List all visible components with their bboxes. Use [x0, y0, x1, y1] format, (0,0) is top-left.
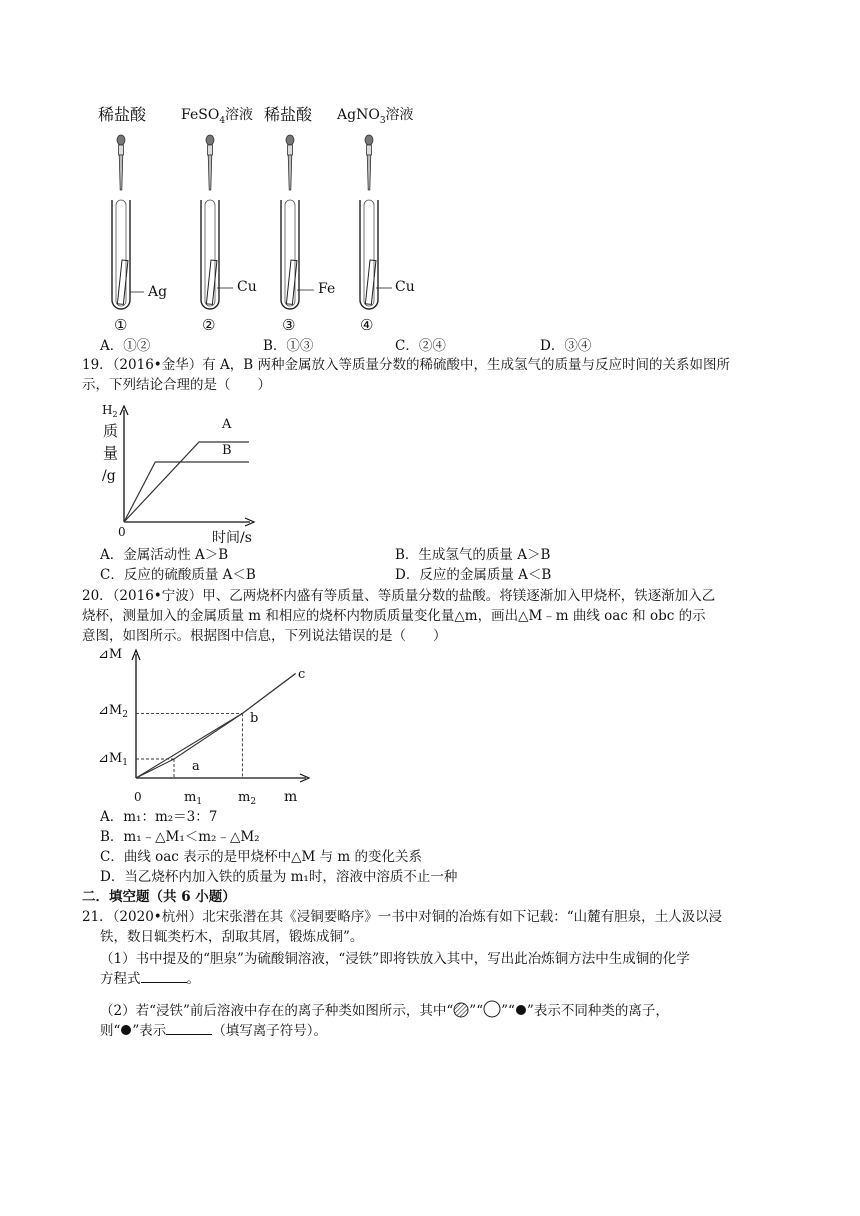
- q19-ylabel-3: /g: [102, 468, 116, 484]
- q20-x-tick-m2: $m_2$: [238, 790, 257, 806]
- q19-option-b: B．生成氢气的质量 A＞B: [395, 547, 551, 563]
- q21-part1-line1: （1）书中提及的“胆泉”为硫酸铜溶液，“浸铁”即将铁放入其中，写出此冶炼铜方法中生成铜的化学: [100, 951, 690, 967]
- tube4-dropper-icon: [365, 135, 373, 190]
- q20-series-obc-line: [136, 674, 296, 779]
- q21-part1-line2: 方程式 。: [100, 971, 200, 987]
- q20-chart-svg: [98, 644, 318, 806]
- q20-origin: 0: [134, 790, 142, 804]
- q19-series-b-label: B: [222, 443, 232, 458]
- q18-option-b: B．①③: [263, 338, 314, 354]
- q21-stem-line2: 铁，数日辄类朽木，刮取其屑，锻炼成铜”。: [100, 929, 364, 945]
- tube2-metal: Cu: [237, 279, 257, 295]
- tube4-icon: [360, 200, 378, 309]
- hollow-ion-icon: [483, 1000, 501, 1018]
- tube2-dropper-icon: [206, 135, 214, 190]
- q20-option-d: D．当乙烧杯内加入铁的质量为 m₁时，溶液中溶质不止一种: [100, 869, 458, 885]
- q20-x-tick-m1: $m_1$: [184, 790, 203, 806]
- q18-option-d: D．③④: [540, 338, 592, 354]
- tube1-reagent: 稀盐酸: [98, 105, 147, 124]
- q20-y-tick-m2: $⊿M_2$: [98, 703, 128, 720]
- q20-option-b: B．m₁﹣△M₁＜m₂﹣△M₂: [100, 829, 260, 845]
- tube1-number: ①: [114, 316, 128, 334]
- q19-option-d: D．反应的金属质量 A＜B: [395, 567, 552, 583]
- tube3-number: ③: [282, 316, 296, 334]
- tube4-number: ④: [360, 316, 374, 334]
- q20-point-b-label: b: [250, 711, 259, 726]
- tube3-reagent: 稀盐酸: [264, 105, 313, 124]
- q20-stem-line1: 20．（2016•宁波）甲、乙两烧杯内盛有等质量、等质量分数的盐酸。将镁逐渐加入甲烧杯，铁逐渐加入乙: [82, 588, 716, 604]
- q20-series-oac-line: [136, 674, 296, 779]
- q19-stem-line2: 示，下列结论合理的是（ ）: [82, 377, 271, 393]
- test-tubes-drawing: [90, 128, 430, 334]
- q19-ylabel-2: 量: [103, 444, 119, 462]
- q19-series-b-line: [124, 462, 249, 522]
- answer-blank-1[interactable]: [141, 970, 187, 983]
- q21-stem-line1: 21．（2020•杭州）北宋张潜在其《浸铜要略序》一书中对铜的冶炼有如下记载：“山麓有胆泉，土人汲以浸: [82, 909, 723, 925]
- q21-part2-line1: （2）若“浸铁”前后溶液中存在的离子种类如图所示，其中“ ”“ ”“ ”表示不同种类的离子，: [100, 1000, 669, 1020]
- tube1-dropper-icon: [117, 135, 125, 190]
- q19-origin: 0: [118, 525, 126, 539]
- q19-series-a-label: A: [222, 417, 232, 432]
- tube3-dropper-icon: [286, 135, 294, 190]
- section-heading: 二．填空题（共 6 小题）: [82, 889, 236, 905]
- q18-option-c: C．②④: [395, 338, 446, 354]
- q20-stem-line2: 烧杯，测量加入的金属质量 m 和相应的烧杯内物质质量变化量△m，画出△M﹣m 曲线 oac 和 obc 的示: [82, 608, 706, 624]
- q19-option-a: A．金属活动性 A＞B: [100, 547, 229, 563]
- solid-ion-icon: [120, 1024, 132, 1036]
- q20-point-c-label: c: [298, 667, 306, 682]
- q19-chart: [100, 398, 260, 548]
- tube3-metal: Fe: [318, 281, 336, 297]
- q20-option-c: C．曲线 oac 表示的是甲烧杯中△M 与 m 的变化关系: [100, 849, 423, 865]
- q20-stem-line3: 意图，如图所示。根据图中信息，下列说法错误的是（ ）: [82, 628, 447, 644]
- q19-option-c: C．反应的硫酸质量 A＜B: [100, 567, 256, 583]
- q19-stem-line1: 19．（2016•金华）有 A，B 两种金属放入等质量分数的稀硫酸中，生成氢气的质量与反应时间的关系如图所: [82, 357, 730, 373]
- q19-ylabel-1: 质: [103, 422, 119, 440]
- q19-ylabel-h2: $H_2$: [102, 403, 118, 419]
- q18-option-a: A．①②: [100, 338, 151, 354]
- q20-point-a-label: a: [192, 759, 200, 774]
- q20-ylabel: ⊿M: [98, 647, 123, 662]
- q19-xlabel: 时间/s: [212, 530, 252, 546]
- tube3-icon: [281, 200, 299, 309]
- tube2-icon: [201, 200, 219, 309]
- tube2-number: ②: [202, 316, 216, 334]
- q20-chart: [98, 644, 318, 806]
- solid-ion-icon: [515, 1004, 527, 1016]
- tube2-reagent: FeSO$_4$溶液: [181, 107, 254, 126]
- tube4-metal: Cu: [395, 279, 415, 295]
- q19-chart-svg: [100, 398, 260, 548]
- hatched-ion-icon: [453, 1002, 469, 1018]
- q20-option-a: A．m₁：m₂＝3：7: [100, 809, 218, 825]
- q18-figure: [90, 98, 430, 334]
- tube1-icon: [112, 200, 130, 309]
- q20-y-tick-m1: $⊿M_1$: [98, 751, 128, 768]
- answer-blank-2[interactable]: [166, 1022, 212, 1035]
- tube1-metal: Ag: [148, 284, 168, 300]
- q20-xlabel: m: [284, 789, 298, 805]
- q21-part2-line2: 则“ ”表示 （填写离子符号）。: [100, 1023, 328, 1039]
- tube4-reagent: AgNO$_3$溶液: [337, 107, 414, 126]
